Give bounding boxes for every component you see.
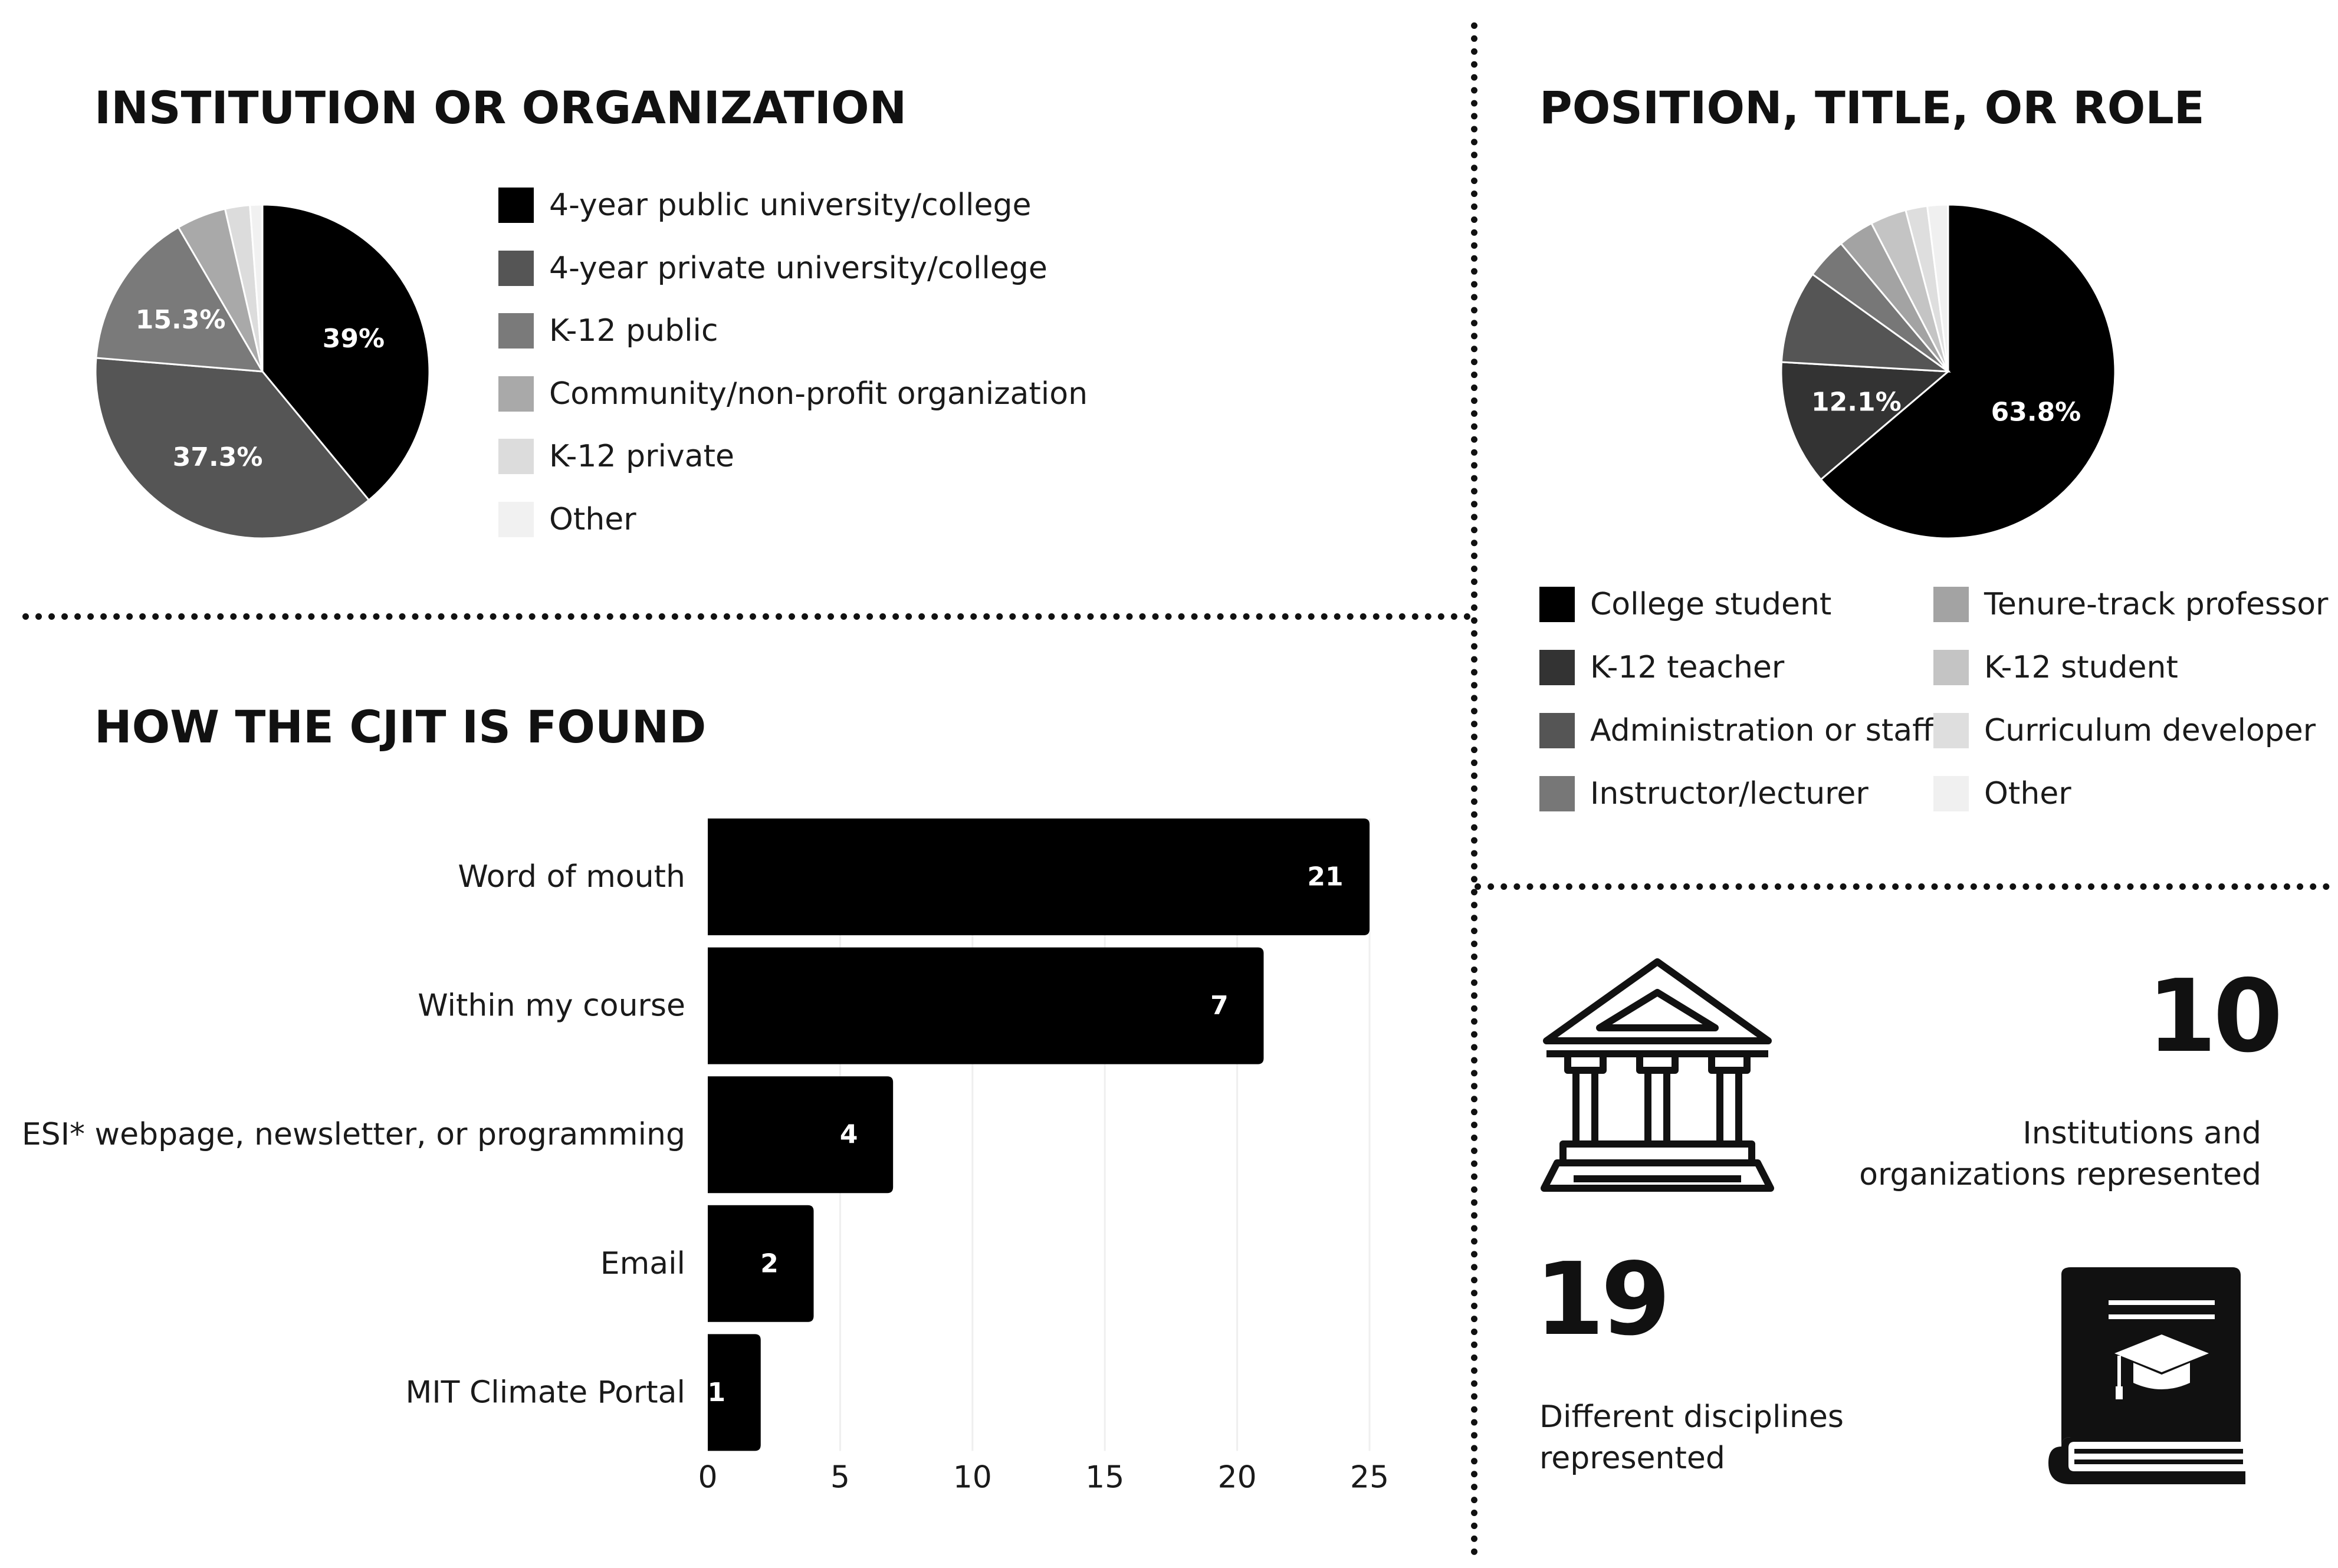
position-legend-swatch bbox=[1933, 587, 1969, 622]
institution-legend-swatch bbox=[498, 439, 534, 474]
found-bar-0 bbox=[708, 818, 1370, 935]
position-legend-label: Tenure-track professor bbox=[1984, 587, 2329, 622]
institution-legend-swatch bbox=[498, 502, 534, 537]
found-x-tick-label-2: 10 bbox=[953, 1459, 992, 1495]
institutions-count: 10 bbox=[2147, 958, 2280, 1075]
institution-legend-item bbox=[498, 376, 1088, 412]
institution-pie-chart bbox=[88, 198, 436, 545]
found-bar-2 bbox=[708, 1076, 893, 1193]
disciplines-caption bbox=[1539, 1396, 1844, 1479]
right-horizontal-divider bbox=[1475, 883, 2330, 890]
found-category-label-2: ESI* webpage, newsletter, or programming bbox=[21, 1117, 685, 1153]
position-legend-label: K-12 teacher bbox=[1590, 650, 1785, 685]
institution-legend-swatch bbox=[498, 313, 534, 349]
found-bar-value-label-1: 7 bbox=[1210, 991, 1229, 1021]
found-bar-value-label-4: 1 bbox=[707, 1377, 726, 1408]
position-legend-label: College student bbox=[1590, 587, 1832, 622]
found-category-label-4: MIT Climate Portal bbox=[405, 1375, 685, 1411]
institution-legend-item bbox=[498, 188, 1031, 223]
institution-legend-swatch bbox=[498, 188, 534, 223]
position-legend-item bbox=[1539, 587, 1831, 622]
position-legend-label: Administration or staff bbox=[1590, 713, 1933, 748]
institution-legend-label: K-12 public bbox=[549, 313, 718, 349]
institution-legend-label: 4-year private university/college bbox=[549, 250, 1047, 286]
position-legend-item bbox=[1539, 713, 1933, 748]
institution-title: INSTITUTION OR ORGANIZATION bbox=[94, 81, 907, 134]
position-pie-slice-label-0: 63.8% bbox=[1991, 397, 2081, 428]
found-x-tick-label-5: 25 bbox=[1349, 1459, 1390, 1495]
found-x-tick-label-0: 0 bbox=[698, 1459, 718, 1495]
position-legend-swatch bbox=[1933, 650, 1969, 685]
found-bar-chart bbox=[0, 790, 1457, 1504]
institution-legend-swatch bbox=[498, 376, 534, 412]
institution-legend-item bbox=[498, 502, 636, 537]
found-bar-value-label-2: 4 bbox=[839, 1119, 858, 1150]
institution-pie-slice-label-0: 39% bbox=[322, 323, 385, 354]
found-title: HOW THE CJIT IS FOUND bbox=[94, 701, 707, 753]
position-legend-label: Instructor/lecturer bbox=[1590, 776, 1869, 811]
found-x-tick-label-1: 5 bbox=[830, 1459, 850, 1495]
graduation-book-icon bbox=[2038, 1265, 2262, 1492]
position-legend-label: Curriculum developer bbox=[1984, 713, 2316, 748]
position-legend-swatch bbox=[1933, 776, 1969, 811]
found-bar-value-label-3: 2 bbox=[760, 1248, 779, 1279]
position-legend-swatch bbox=[1933, 713, 1969, 748]
position-legend-label: K-12 student bbox=[1984, 650, 2178, 685]
position-legend-swatch bbox=[1539, 650, 1575, 685]
position-legend-swatch bbox=[1539, 587, 1575, 622]
institution-pie-slice-label-2: 15.3% bbox=[135, 304, 226, 335]
position-pie-slice-label-1: 12.1% bbox=[1811, 387, 1902, 418]
disciplines-count: 19 bbox=[1535, 1241, 1667, 1358]
institution-legend-label: 4-year public university/college bbox=[549, 188, 1032, 223]
found-category-label-1: Within my course bbox=[418, 988, 685, 1024]
found-category-label-0: Word of mouth bbox=[458, 859, 685, 895]
found-x-tick-label-4: 20 bbox=[1217, 1459, 1257, 1495]
institution-legend-item bbox=[498, 313, 718, 349]
disciplines-caption-line1: Different disciplines bbox=[1539, 1399, 1844, 1435]
position-legend-item bbox=[1933, 713, 2316, 748]
found-x-tick-label-3: 15 bbox=[1085, 1459, 1125, 1495]
vertical-divider bbox=[1471, 22, 1477, 1556]
left-horizontal-divider bbox=[22, 613, 1471, 620]
found-category-label-3: Email bbox=[600, 1245, 685, 1281]
institution-pie-slice-label-1: 37.3% bbox=[172, 442, 263, 473]
institution-legend-item bbox=[498, 251, 1047, 286]
institutions-caption-line1: Institutions and bbox=[2022, 1116, 2261, 1151]
institutions-caption-line2: organizations represented bbox=[1859, 1157, 2261, 1192]
position-legend-label: Other bbox=[1984, 776, 2071, 811]
found-bar-value-label-0: 21 bbox=[1307, 862, 1344, 892]
institution-legend-swatch bbox=[498, 251, 534, 286]
position-pie-chart bbox=[1774, 198, 2122, 545]
institution-building-icon bbox=[1534, 952, 1781, 1200]
position-legend-swatch bbox=[1539, 713, 1575, 748]
found-bar-1 bbox=[708, 948, 1263, 1064]
institutions-caption bbox=[1859, 1113, 2261, 1195]
disciplines-caption-line2: represented bbox=[1539, 1441, 1725, 1476]
institution-legend-label: Community/non-profit organization bbox=[549, 376, 1088, 412]
position-legend-swatch bbox=[1539, 776, 1575, 811]
institution-legend-item bbox=[498, 439, 734, 474]
institution-legend-label: K-12 private bbox=[549, 439, 734, 474]
position-legend-item bbox=[1539, 650, 1784, 685]
position-legend-item bbox=[1539, 776, 1869, 811]
position-legend-item bbox=[1933, 776, 2071, 811]
position-legend-item bbox=[1933, 587, 2328, 622]
institution-legend-label: Other bbox=[549, 501, 636, 537]
position-title: POSITION, TITLE, OR ROLE bbox=[1539, 81, 2205, 134]
position-legend-item bbox=[1933, 650, 2178, 685]
